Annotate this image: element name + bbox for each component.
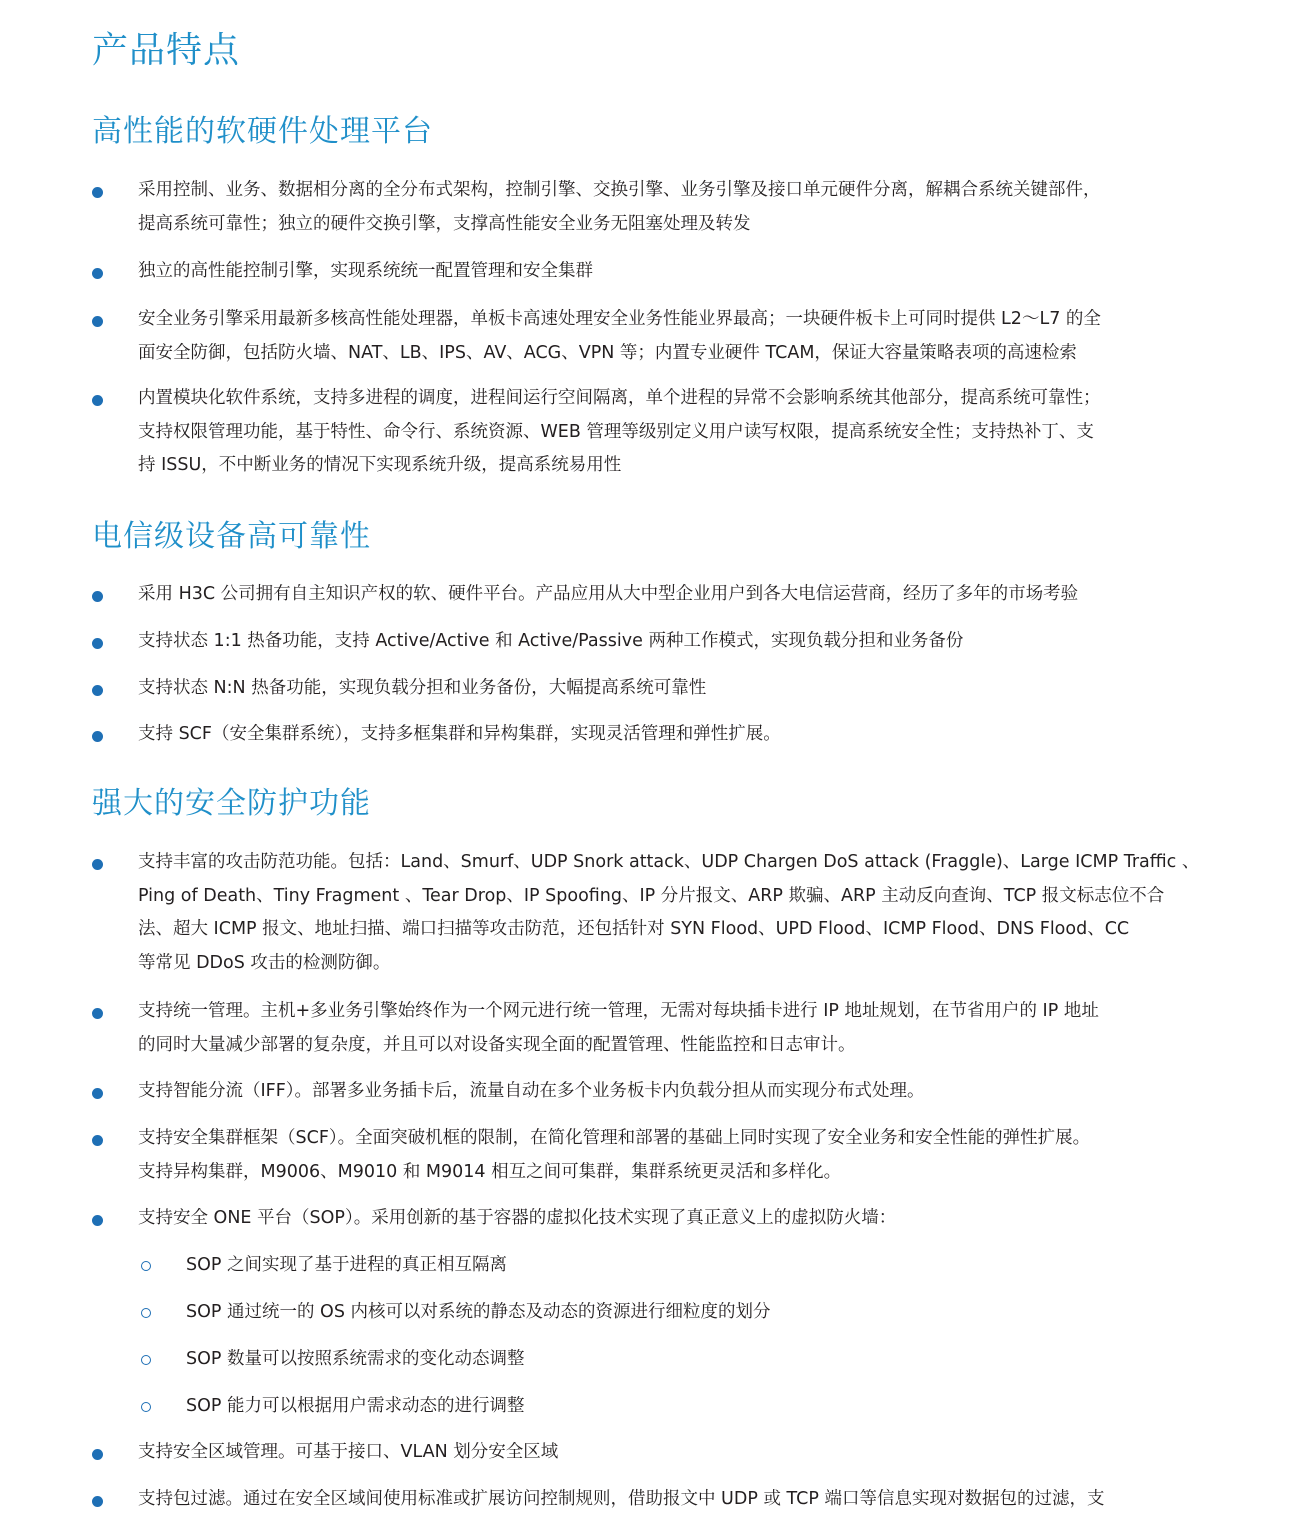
bullet-icon bbox=[92, 395, 103, 406]
list-item: 支持统一管理。主机+多业务引擎始终作为一个网元进行统一管理，无需对每块插卡进行 IP 地址规划，在节省用户的 IP 地址 的同时大量减少部署的复杂度，并且可以对设备实现全面的配置管理、性能监控和日志审计。 bbox=[92, 995, 1202, 1062]
bullet-icon bbox=[92, 731, 103, 742]
list-item: 支持包过滤。通过在安全区域间使用标准或扩展访问控制规则，借助报文中 UDP 或 TCP 端口等信息实现对数据包的过滤，支 bbox=[92, 1483, 1202, 1517]
page-title: 产品特点 bbox=[92, 30, 241, 71]
list-item: 采用 H3C 公司拥有自主知识产权的软、硬件平台。产品应用从大中型企业用户到各大电信运营商，经历了多年的市场考验 bbox=[92, 578, 1202, 612]
bullet-icon bbox=[92, 1008, 103, 1019]
list-item: 采用控制、业务、数据相分离的全分布式架构，控制引擎、交换引擎、业务引擎及接口单元硬件分离，解耦合系统关键部件， 提高系统可靠性；独立的硬件交换引擎，支撑高性能安全业务无阻塞处理及转发 bbox=[92, 174, 1202, 241]
bullet-icon bbox=[92, 1215, 103, 1226]
section-title-performance: 高性能的软硬件处理平台 bbox=[92, 114, 433, 149]
bullet-icon bbox=[92, 1449, 103, 1460]
bullet-icon bbox=[92, 268, 103, 279]
list-item: 安全业务引擎采用最新多核高性能处理器，单板卡高速处理安全业务性能业界最高；一块硬件板卡上可同时提供 L2～L7 的全 面安全防御，包括防火墙、NAT、LB、IPS、AV、ACG、VPN 等；内置专业硬件 TCAM，保证大容量策略表项的高速检索 bbox=[92, 303, 1202, 370]
list-item: 内置模块化软件系统，支持多进程的调度，进程间运行空间隔离，单个进程的异常不会影响系统其他部分，提高系统可靠性； 支持权限管理功能，基于特性、命令行、系统资源、WEB 管理等级别定义用户读写权限，提高系统安全性；支持热补丁、支 持 ISSU，不中断业务的情况下实现系统升级，提高系统易用性 bbox=[92, 382, 1202, 483]
circle-bullet-icon bbox=[141, 1308, 151, 1318]
section-title-reliability: 电信级设备高可靠性 bbox=[92, 519, 371, 554]
circle-bullet-icon bbox=[141, 1402, 151, 1412]
bullet-icon bbox=[92, 316, 103, 327]
list-item: 支持状态 1:1 热备功能，支持 Active/Active 和 Active/Passive 两种工作模式，实现负载分担和业务备份 bbox=[92, 625, 1202, 659]
sub-list-item: SOP 能力可以根据用户需求动态的进行调整 bbox=[141, 1390, 1201, 1424]
bullet-icon bbox=[92, 859, 103, 870]
bullet-icon bbox=[92, 1496, 103, 1507]
list-item: 支持丰富的攻击防范功能。包括：Land、Smurf、UDP Snork attack、UDP Chargen DoS attack (Fraggle)、Large ICMP Traffic 、 Ping of Death、Tiny Fragment 、Tear Drop、IP Spoofing、IP 分片报文、ARP 欺骗、ARP 主动反向查询、TCP 报文标志位不合 法、超大 ICMP 报文、地址扫描、端口扫描等攻击防范，还包括针对 SYN Flood、UPD Flood、ICMP Flood、DNS Flood、CC 等常见 DDoS 攻击的检测防御。 bbox=[92, 846, 1202, 980]
sub-list-item: SOP 通过统一的 OS 内核可以对系统的静态及动态的资源进行细粒度的划分 bbox=[141, 1296, 1201, 1330]
list-item: 独立的高性能控制引擎，实现系统统一配置管理和安全集群 bbox=[92, 255, 1202, 289]
list-item: 支持状态 N:N 热备功能，实现负载分担和业务备份，大幅提高系统可靠性 bbox=[92, 672, 1202, 706]
bullet-icon bbox=[92, 1088, 103, 1099]
sub-list-item: SOP 之间实现了基于进程的真正相互隔离 bbox=[141, 1249, 1201, 1283]
sub-list-item: SOP 数量可以按照系统需求的变化动态调整 bbox=[141, 1343, 1201, 1377]
bullet-icon bbox=[92, 591, 103, 602]
section-title-security: 强大的安全防护功能 bbox=[92, 786, 371, 821]
bullet-icon bbox=[92, 187, 103, 198]
bullet-icon bbox=[92, 1135, 103, 1146]
bullet-icon bbox=[92, 685, 103, 696]
list-item: 支持 SCF（安全集群系统），支持多框集群和异构集群，实现灵活管理和弹性扩展。 bbox=[92, 718, 1202, 752]
list-item: 支持智能分流（IFF）。部署多业务插卡后，流量自动在多个业务板卡内负载分担从而实现分布式处理。 bbox=[92, 1075, 1202, 1109]
list-item: 支持安全 ONE 平台（SOP）。采用创新的基于容器的虚拟化技术实现了真正意义上的虚拟防火墙： bbox=[92, 1202, 1202, 1236]
list-item: 支持安全区域管理。可基于接口、VLAN 划分安全区域 bbox=[92, 1436, 1202, 1470]
circle-bullet-icon bbox=[141, 1355, 151, 1365]
bullet-icon bbox=[92, 638, 103, 649]
circle-bullet-icon bbox=[141, 1261, 151, 1271]
list-item: 支持安全集群框架（SCF）。全面突破机框的限制，在简化管理和部署的基础上同时实现了安全业务和安全性能的弹性扩展。 支持异构集群，M9006、M9010 和 M9014 相互之间可集群，集群系统更灵活和多样化。 bbox=[92, 1122, 1202, 1189]
